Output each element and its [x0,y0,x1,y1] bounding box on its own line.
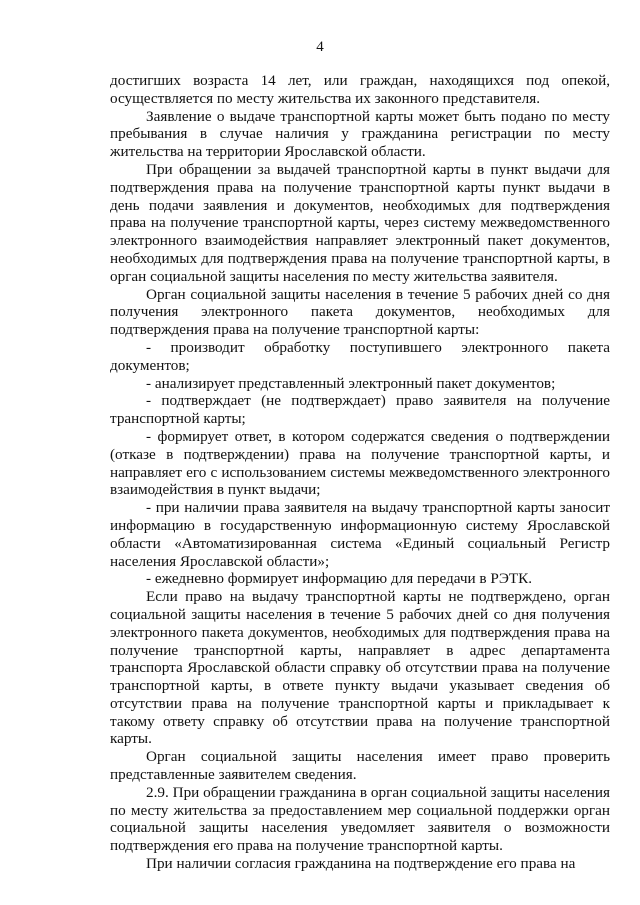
paragraph: При обращении за выдачей транспортной карты в пункт выдачи для подтверждения права на получение транспортной карты пункт выдачи в день подачи заявления и документов, необходимых для подтверждения права на получение транспортной карты, через систему межведомственного электронного взаимодействия направляет электронный пакет документов, необходимых для подтверждения права на получение транспортной карты, в орган социальной защиты населения по месту жительства заявителя. [110,160,610,285]
list-item: - формирует ответ, в котором содержатся сведения о подтверждении (отказе в подтверждении) права на получение транспортной карты, и направляет его с использованием системы межведомственного электронного взаимодействия в пункт выдачи; [110,427,610,499]
paragraph: 2.9. При обращении гражданина в орган социальной защиты населения по месту жительства за предоставлением мер социальной поддержки орган социальной защиты населения уведомляет заявителя о возможности подтверждения его права на получение транспортной карты. [110,783,610,855]
page-number: 4 [316,39,324,55]
paragraph: Заявление о выдаче транспортной карты может быть подано по месту пребывания в случае наличия у гражданина регистрации по месту жительства на территории Ярославской области. [110,107,610,161]
paragraph: достигших возраста 14 лет, или граждан, находящихся под опекой, осуществляется по месту жительства их законного представителя. [110,72,610,107]
document-body [110,72,610,873]
list-item: - при наличии права заявителя на выдачу транспортной карты заносит информацию в государственную информационную систему Ярославской области «Автоматизированная система «Единый социальный Регистр населения Ярославской области»; [110,499,610,570]
paragraph: Орган социальной защиты населения в течение 5 рабочих дней со дня получения электронного пакета документов, необходимых для подтверждения права на получение транспортной карты: [110,285,610,339]
list-item: - производит обработку поступившего электронного пакета документов; [110,338,610,374]
list-item: - подтверждает (не подтверждает) право заявителя на получение транспортной карты; [110,392,610,428]
paragraph: Орган социальной защиты населения имеет право проверить представленные заявителем сведения. [110,748,610,784]
list-item: - ежедневно формирует информацию для передачи в РЭТК. [146,570,533,588]
paragraph: Если право на выдачу транспортной карты не подтверждено, орган социальной защиты населения в течение 5 рабочих дней со дня получения электронного пакета документов, необходимых для подтверждения права на получение транспортной карты, направляет в адрес департамента транспорта Ярославской области справку об отсутствии права на получение транспортной карты, в ответе пункту выдачи указывает сведения об отсутствии права на получение транспортной карты и прикладывает к такому ответу справку об отсутствии права на получение транспортной карты. [110,588,610,748]
paragraph: При наличии согласия гражданина на подтверждение его права на [146,855,576,873]
list-item: - анализирует представленный электронный пакет документов; [146,374,556,392]
